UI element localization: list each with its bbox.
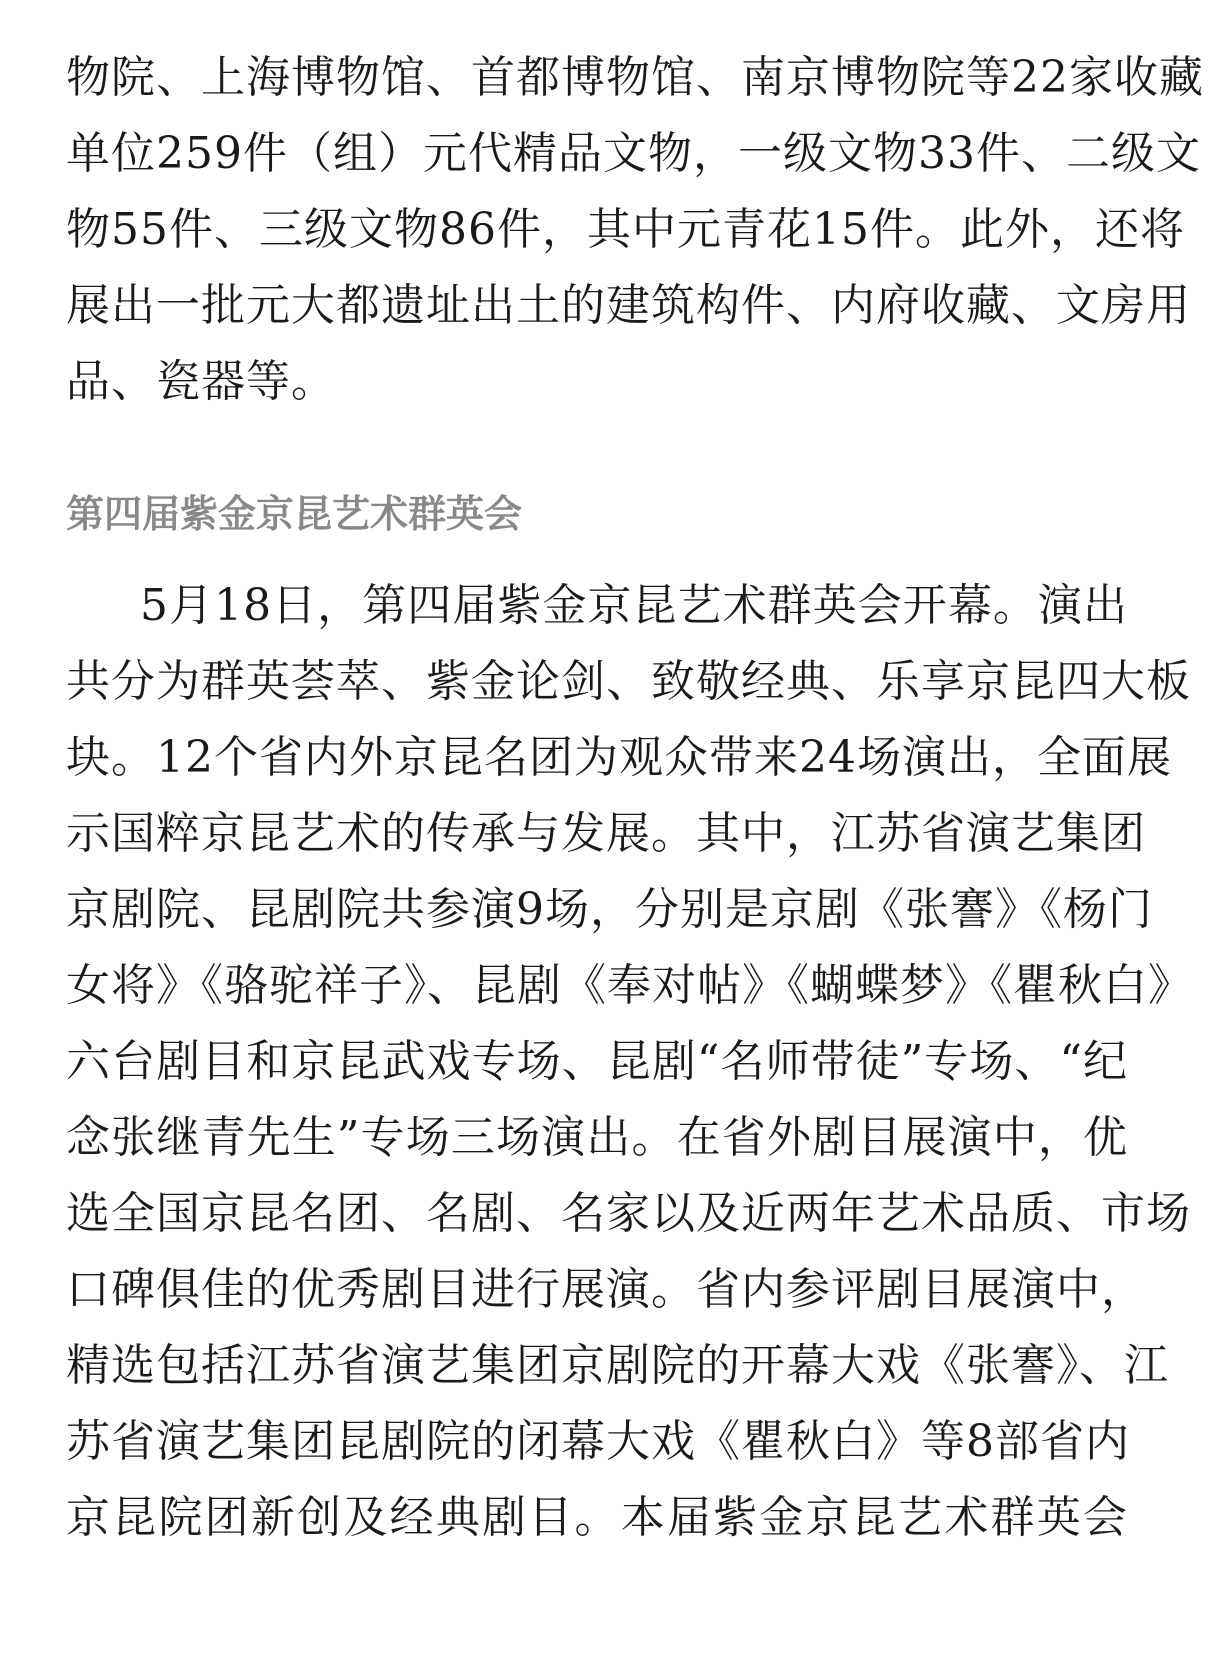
paragraph-1-line-1: 物院、上海博物馆、首都博物馆、南京博物院等22家收藏 bbox=[66, 52, 1204, 103]
paragraph-2-line-1: 5月18日，第四届紫金京昆艺术群英会开幕。演出 bbox=[140, 580, 1128, 631]
paragraph-2-line-10: 口碑俱佳的优秀剧目进行展演。省内参评剧目展演中， bbox=[66, 1264, 1146, 1315]
paragraph-2-line-11: 精选包括江苏省演艺集团京剧院的开幕大戏《张謇》、江 bbox=[66, 1340, 1169, 1391]
paragraph-2-line-9: 选全国京昆名团、名剧、名家以及近两年艺术品质、市场 bbox=[66, 1188, 1191, 1239]
paragraph-2-line-4: 示国粹京昆艺术的传承与发展。其中，江苏省演艺集团 bbox=[66, 808, 1146, 859]
section-heading: 第四届紫金京昆艺术群英会 bbox=[66, 492, 523, 536]
paragraph-1-line-3: 物55件、三级文物86件，其中元青花15件。此外，还将 bbox=[66, 204, 1185, 255]
paragraph-1-line-2: 单位259件（组）元代精品文物，一级文物33件、二级文 bbox=[66, 128, 1201, 179]
paragraph-1-line-5: 品、瓷器等。 bbox=[66, 356, 336, 407]
paragraph-2-line-5: 京剧院、昆剧院共参演9场，分别是京剧《张謇》《杨门 bbox=[66, 884, 1153, 935]
paragraph-2-line-7: 六台剧目和京昆武戏专场、昆剧“名师带徒”专场、“纪 bbox=[66, 1036, 1128, 1087]
paragraph-1-line-4: 展出一批元大都遗址出土的建筑构件、内府收藏、文房用 bbox=[66, 280, 1191, 331]
paragraph-2-line-12: 苏省演艺集团昆剧院的闭幕大戏《瞿秋白》等8部省内 bbox=[66, 1416, 1130, 1467]
paragraph-2-line-8: 念张继青先生”专场三场演出。在省外剧目展演中，优 bbox=[66, 1112, 1128, 1163]
paragraph-2-line-6: 女将》《骆驼祥子》、昆剧《奉对帖》《蝴蝶梦》《瞿秋白》 bbox=[66, 960, 1193, 1011]
paragraph-2-line-3: 块。12个省内外京昆名团为观众带来24场演出，全面展 bbox=[66, 732, 1172, 783]
paragraph-2-line-13: 京昆院团新创及经典剧目。本届紫金京昆艺术群英会 bbox=[66, 1492, 1128, 1543]
paragraph-2-line-2: 共分为群英荟萃、紫金论剑、致敬经典、乐享京昆四大板 bbox=[66, 656, 1191, 707]
